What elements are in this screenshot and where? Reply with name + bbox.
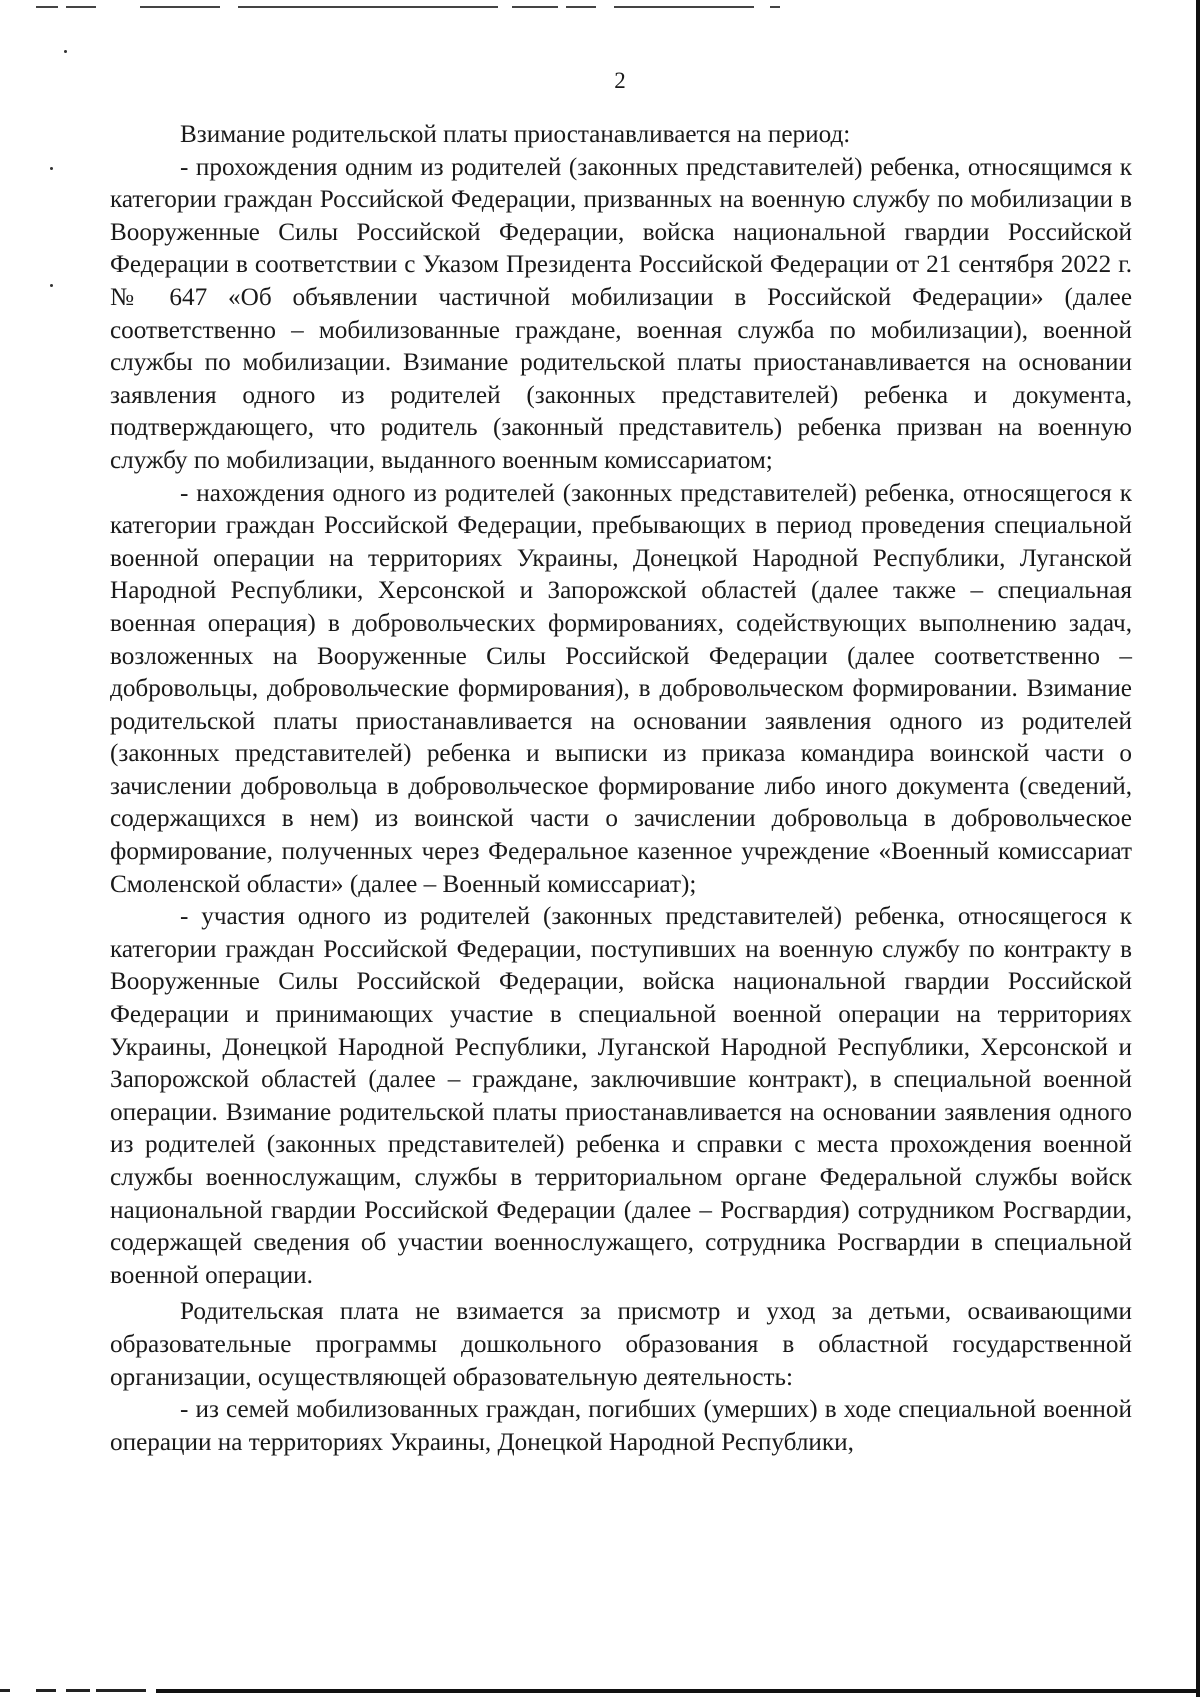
paragraph-volunteers: - нахождения одного из родителей (законных представителей) ребенка, относящегося к категории граждан Российской Федерации, пребывающих в период проведения специальной военной операции на территориях Украины, Донецкой Народной Республики, Луганской Народной Республики, Херсонской и Запорожской областей (далее также – специальная военная операция) в добровольческих формированиях, содействующих выполнению задач, возложенных на Вооруженные Силы Российской Федерации (далее соответственно – добровольцы, добровольческие формирования), в добровольческом формировании. Взимание родительской платы приостанавливается на основании заявления одного из родителей (законных представителей) ребенка и выписки из приказа командира воинской части о зачислении добровольца в добровольческое формирование либо иного документа (сведений, содержащихся в нем) из воинской части о зачислении добровольца в добровольческое формирование, полученных через Федеральное казенное учреждение «Военный комиссариат Смоленской области» (далее – Военный комиссариат); — [110, 479, 1132, 898]
paragraph-families: - из семей мобилизованных граждан, погибших (умерших) в ходе специальной военной операции на территориях Украины, Донецкой Народной Республики, — [110, 1396, 1132, 1456]
document-body — [110, 119, 1132, 1459]
paragraph-exemption: Родительская плата не взимается за присмотр и уход за детьми, осваивающими образовательные программы дошкольного образования в областной государственной организации, осуществляющей образовательную деятельность: — [110, 1298, 1132, 1391]
scan-dot — [50, 284, 53, 287]
scan-edge-right — [1196, 0, 1200, 1697]
page-number: 2 — [614, 68, 626, 93]
scan-artifact-bottom — [0, 1683, 1200, 1697]
scan-dot — [64, 50, 67, 53]
scan-dot — [50, 167, 53, 170]
paragraph-contract: - участия одного из родителей (законных представителей) ребенка, относящегося к категории граждан Российской Федерации, поступивших на военную службу по контракту в Вооруженные Силы Российской Федерации, войска национальной гвардии Российской Федерации и принимающих участие в специальной военной операции на территориях Украины, Донецкой Народной Республики, Луганской Народной Республики, Херсонской и Запорожской областей (далее – граждане, заключившие контракт), в специальной военной операции. Взимание родительской платы приостанавливается на основании заявления одного из родителей (законных представителей) ребенка и справки с места прохождения военной службы военнослужащим, службы в территориальном органе Федеральной службы войск национальной гвардии Российской Федерации (далее – Росгвардия) сотрудником Росгвардии, содержащей сведения об участии военнослужащего, сотрудника Росгвардии в специальной военной операции. — [110, 903, 1132, 1289]
paragraph-intro: Взимание родительской платы приостанавливается на период: — [180, 121, 851, 148]
scan-artifact-top — [0, 6, 1200, 9]
paragraph-mobilization: - прохождения одним из родителей (законных представителей) ребенка, относящимся к категории граждан Российской Федерации, призванных на военную службу по мобилизации в Вооруженные Силы Российской Федерации, войска национальной гвардии Российской Федерации в соответствии с Указом Президента Российской Федерации от 21 сентября 2022 г. № 647 «Об объявлении частичной мобилизации в Российской Федерации» (далее соответственно – мобилизованные граждане, военная служба по мобилизации), военной службы по мобилизации. Взимание родительской платы приостанавливается на основании заявления одного из родителей (законных представителей) ребенка и документа, подтверждающего, что родитель (законный представитель) ребенка призван на военную службу по мобилизации, выданного военным комиссариатом; — [110, 153, 1132, 474]
